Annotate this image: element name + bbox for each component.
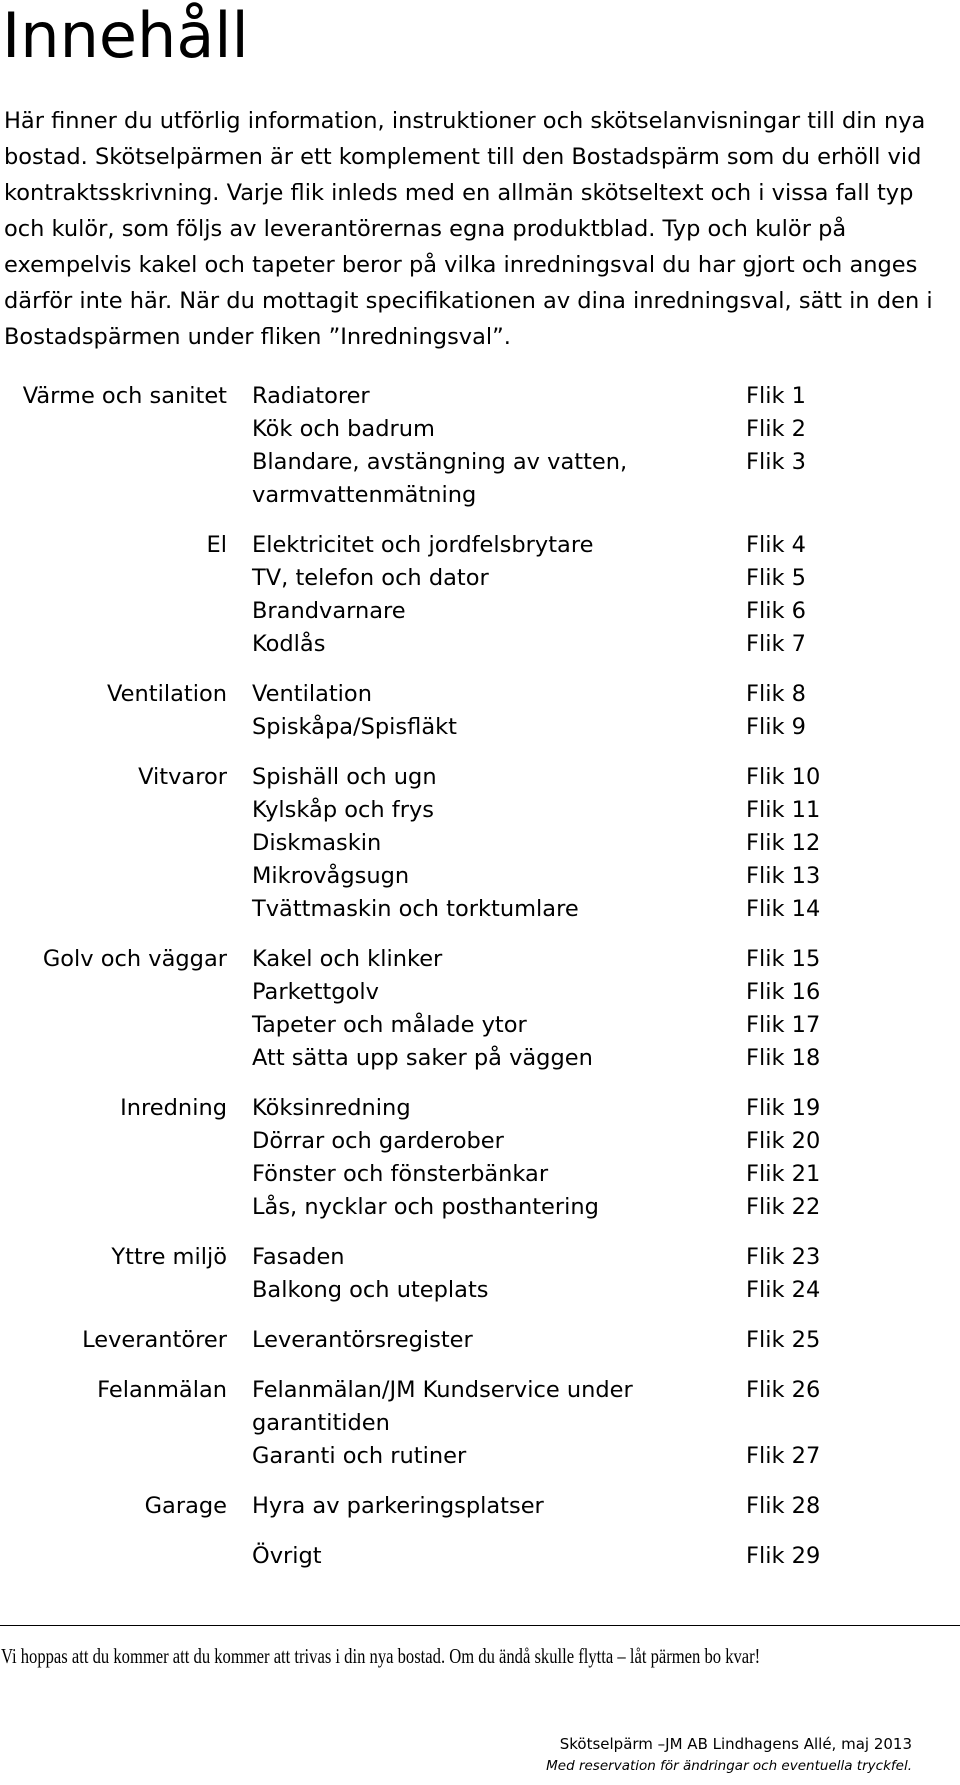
toc-entry	[0, 943, 960, 976]
toc-section	[0, 761, 960, 926]
toc-entry	[0, 1125, 960, 1158]
toc-section-label: Felanmälan	[97, 1377, 227, 1403]
toc-entry-tab-number: Flik 19	[746, 1095, 821, 1121]
toc-entry	[0, 860, 960, 893]
toc-entry	[0, 1374, 960, 1440]
toc-section	[0, 1490, 960, 1523]
toc-entry-tab-number: Flik 28	[746, 1493, 821, 1519]
toc-section-label: Inredning	[120, 1095, 227, 1121]
toc-entry	[0, 446, 960, 512]
toc-entry	[0, 678, 960, 711]
toc-entry	[0, 1191, 960, 1224]
toc-entry-tab-number: Flik 17	[746, 1012, 821, 1038]
toc-entry-tab-number: Flik 27	[746, 1443, 821, 1469]
table-of-contents	[0, 380, 960, 1590]
toc-entry-tab-number: Flik 9	[746, 714, 806, 740]
toc-entry-title: Blandare, avstängning av vatten, varmvattenmätning	[252, 449, 628, 508]
toc-entry-title: Spiskåpa/Spisfläkt	[252, 714, 457, 740]
toc-entry-title: Parkettgolv	[252, 979, 379, 1005]
toc-section	[0, 529, 960, 661]
toc-entry	[0, 976, 960, 1009]
toc-entry-title: Mikrovågsugn	[252, 863, 410, 889]
toc-entry-tab-number: Flik 11	[746, 797, 821, 823]
intro-paragraph: Här finner du utförlig information, instruktioner och skötselanvisningar till din nya bostad. Skötselpärmen är ett komplement till den Bostadspärm som du erhöll vid kontraktsskrivning. Varje flik inleds med en allmän skötseltext och i vissa fall typ och kulör, som följs av leverantörernas egna produktblad. Typ och kulör på exempelvis kakel och tapeter beror på vilka inredningsval du har gjort och anges därför inte här. När du mottagit specifikationen av dina inredningsval, sätt in den i Bostadspärmen under fliken ”Inredningsval”.	[4, 108, 933, 350]
toc-entry-title: Kylskåp och frys	[252, 797, 435, 823]
toc-entry-tab-number: Flik 15	[746, 946, 821, 972]
toc-entry-title: Radiatorer	[252, 383, 370, 409]
toc-entry	[0, 794, 960, 827]
toc-section	[0, 678, 960, 744]
toc-entry-title: Kök och badrum	[252, 416, 435, 442]
toc-section	[0, 380, 960, 512]
toc-entry-title: Övrigt	[252, 1543, 322, 1569]
toc-section	[0, 1324, 960, 1357]
tagline: Vi hoppas att du kommer att du kommer att trivas i din nya bostad. Om du ändå skulle flytta – låt pärmen bo kvar!	[1, 1644, 761, 1668]
toc-entry-tab-number: Flik 16	[746, 979, 821, 1005]
toc-entry-tab-number: Flik 10	[746, 764, 821, 790]
toc-entry-title: Kakel och klinker	[252, 946, 443, 972]
toc-entry-tab-number: Flik 3	[746, 449, 806, 475]
toc-entry	[0, 413, 960, 446]
toc-entry-title: Att sätta upp saker på väggen	[252, 1045, 593, 1071]
toc-section-label: Garage	[144, 1493, 227, 1519]
toc-entry	[0, 380, 960, 413]
toc-entry	[0, 1490, 960, 1523]
toc-section	[0, 1092, 960, 1224]
toc-entry	[0, 893, 960, 926]
toc-entry-tab-number: Flik 5	[746, 565, 806, 591]
toc-entry	[0, 595, 960, 628]
toc-entry	[0, 1540, 960, 1573]
toc-entry	[0, 1241, 960, 1274]
toc-entry	[0, 761, 960, 794]
toc-section-label: Värme och sanitet	[22, 383, 227, 409]
toc-entry-tab-number: Flik 24	[746, 1277, 821, 1303]
toc-entry-title: Balkong och uteplats	[252, 1277, 489, 1303]
toc-entry	[0, 1009, 960, 1042]
toc-entry-title: Diskmaskin	[252, 830, 382, 856]
toc-section-label: Leverantörer	[82, 1327, 227, 1353]
toc-entry-tab-number: Flik 21	[746, 1161, 821, 1187]
toc-entry-title: Felanmälan/JM Kundservice under garantitiden	[252, 1377, 633, 1436]
toc-section-label: Vitvaror	[138, 764, 227, 790]
toc-entry-title: Dörrar och garderober	[252, 1128, 504, 1154]
toc-entry	[0, 1042, 960, 1075]
toc-entry-title: Fönster och fönsterbänkar	[252, 1161, 549, 1187]
toc-entry-tab-number: Flik 1	[746, 383, 806, 409]
toc-entry-title: Elektricitet och jordfelsbrytare	[252, 532, 594, 558]
toc-entry-title: Spishäll och ugn	[252, 764, 437, 790]
toc-entry	[0, 1274, 960, 1307]
toc-entry-tab-number: Flik 4	[746, 532, 806, 558]
toc-entry-title: Lås, nycklar och posthantering	[252, 1194, 599, 1220]
toc-entry-title: Fasaden	[252, 1244, 345, 1270]
toc-entry-title: Köksinredning	[252, 1095, 411, 1121]
toc-entry-title: Tapeter och målade ytor	[252, 1012, 527, 1038]
toc-entry-title: TV, telefon och dator	[252, 565, 489, 591]
toc-entry-tab-number: Flik 18	[746, 1045, 821, 1071]
page-title: Innehåll	[2, 0, 249, 72]
toc-section-label: Ventilation	[107, 681, 227, 707]
toc-entry-tab-number: Flik 7	[746, 631, 806, 657]
toc-entry-tab-number: Flik 26	[746, 1377, 821, 1403]
toc-entry-title: Tvättmaskin och torktumlare	[252, 896, 579, 922]
toc-entry-tab-number: Flik 22	[746, 1194, 821, 1220]
toc-entry-tab-number: Flik 29	[746, 1543, 821, 1569]
footer-disclaimer: Med reservation för ändringar och eventuella tryckfel.	[546, 1758, 912, 1774]
footer-document-info: Skötselpärm –JM AB Lindhagens Allé, maj 2013	[559, 1735, 912, 1753]
toc-entry	[0, 628, 960, 661]
toc-entry-tab-number: Flik 12	[746, 830, 821, 856]
toc-entry-title: Brandvarnare	[252, 598, 406, 624]
toc-entry-tab-number: Flik 2	[746, 416, 806, 442]
toc-entry	[0, 711, 960, 744]
toc-section	[0, 943, 960, 1075]
toc-entry	[0, 1324, 960, 1357]
toc-entry-title: Ventilation	[252, 681, 372, 707]
toc-entry-title: Garanti och rutiner	[252, 1443, 467, 1469]
toc-section-label: El	[206, 532, 227, 558]
toc-entry-tab-number: Flik 13	[746, 863, 821, 889]
toc-section	[0, 1241, 960, 1307]
toc-entry	[0, 529, 960, 562]
toc-entry-tab-number: Flik 6	[746, 598, 806, 624]
toc-entry-tab-number: Flik 14	[746, 896, 821, 922]
toc-entry-tab-number: Flik 20	[746, 1128, 821, 1154]
toc-entry	[0, 1092, 960, 1125]
toc-entry-tab-number: Flik 25	[746, 1327, 821, 1353]
toc-entry-title: Leverantörsregister	[252, 1327, 473, 1353]
toc-section	[0, 1540, 960, 1573]
toc-entry	[0, 1158, 960, 1191]
toc-entry-tab-number: Flik 8	[746, 681, 806, 707]
toc-entry-title: Hyra av parkeringsplatser	[252, 1493, 544, 1519]
toc-entry	[0, 827, 960, 860]
toc-section	[0, 1374, 960, 1473]
toc-entry	[0, 562, 960, 595]
toc-entry-tab-number: Flik 23	[746, 1244, 821, 1270]
toc-section-label: Golv och väggar	[42, 946, 227, 972]
toc-entry	[0, 1440, 960, 1473]
divider	[0, 1625, 960, 1626]
toc-entry-title: Kodlås	[252, 631, 326, 657]
toc-section-label: Yttre miljö	[111, 1244, 227, 1270]
